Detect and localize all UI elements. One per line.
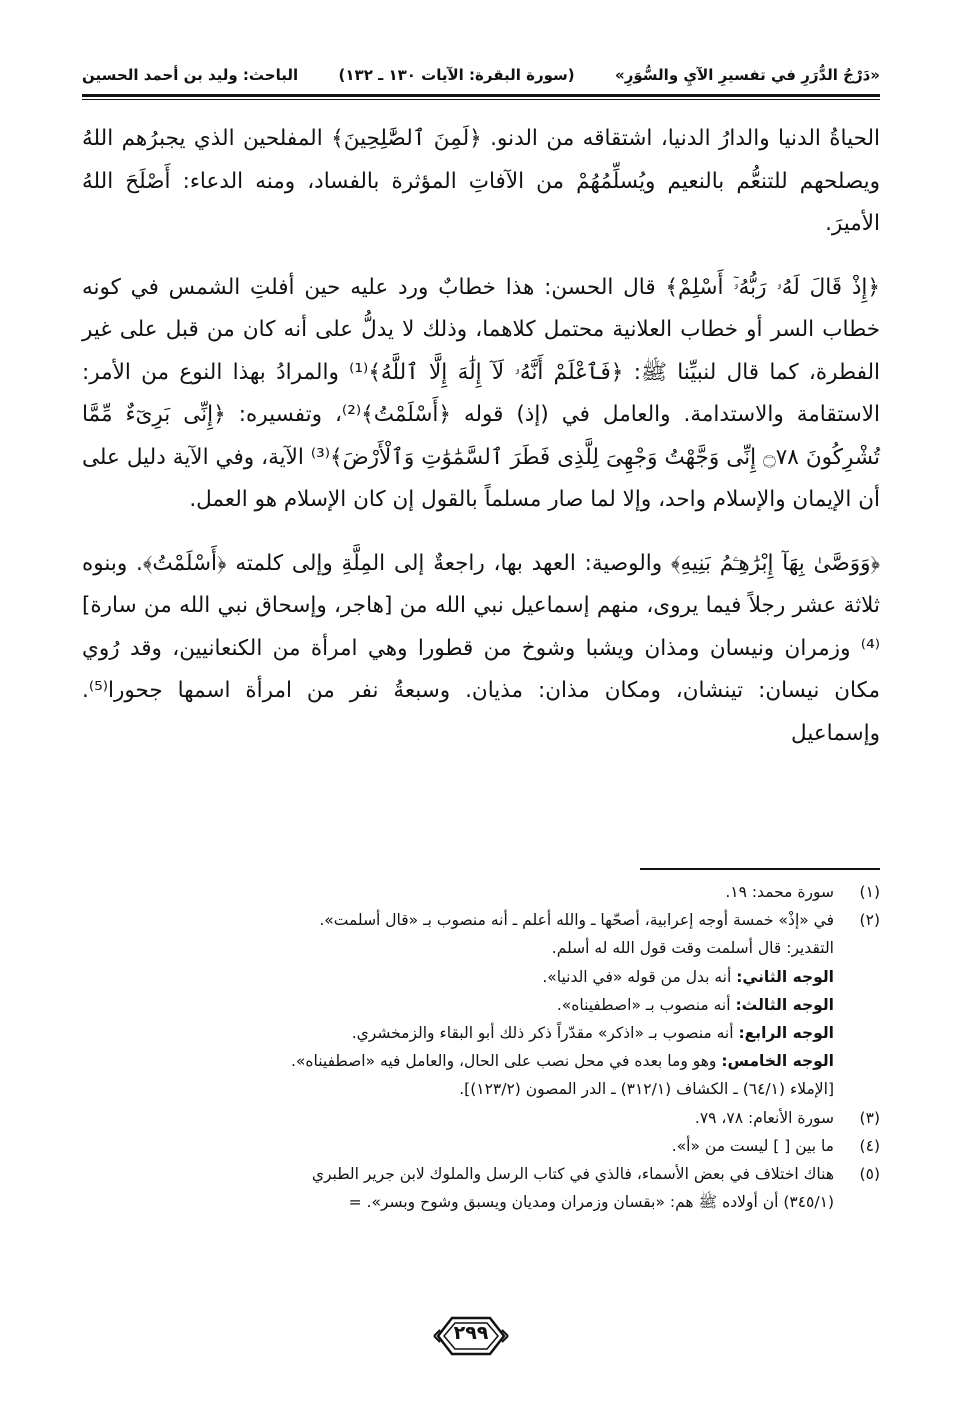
footnote-text (82, 1132, 834, 1160)
footnote-line (82, 991, 834, 1019)
footnote-text (82, 906, 834, 1103)
footnote-text (82, 878, 834, 906)
footnotes (82, 878, 880, 1216)
book-title: «دَرْجُ الدُّرَرِ في تفسيرِ الآيِ والسُّوَرِ» (615, 66, 880, 84)
footnote-line-text: في «إذْ» خمسة أوجه إعرابية، أصحّها ـ والله أعلم ـ أنه منصوب بـ «قال أسلمت». (319, 911, 834, 930)
paragraph-3: ﴿وَوَصَّىٰ بِهَآ إِبْرَٰهِـۧمُ بَنِيهِ﴾ والوصية: العهد بها، راجعةٌ إلى المِلَّةِ وإلى كلمته ﴿أَسْلَمْتُ﴾. وبنوه ثلاثة عشر رجلاً فيما يروى، منهم إسماعيل نبي الله من [هاجر، وإسحاق نبي الله من سارة]⁽⁴⁾ وزمران ونيسان ومذان ويشبا وشوخ من قطورا وهي امرأة من الكنعانيين، وقد رُوي مكان نيسان: تينشان، ومكان مذان: مذيان. وسبعةُ نفر من امرأة اسمها جحورا⁽⁵⁾. وإسماعيل (82, 550, 880, 746)
footnote-line-text: وهو وما بعده في محل نصب على الحال، والعامل فيه «اصطفيناه». (290, 1052, 722, 1071)
footnote-line (82, 1104, 834, 1132)
researcher-name: الباحث: وليد بن أحمد الحسين (82, 66, 299, 84)
header-rule-thin (82, 99, 880, 100)
footnote-line-text: أنه منصوب بـ «اذكر» مقدّراً ذكر ذلك أبو البقاء والزمخشري. (351, 1024, 739, 1043)
footnote-number: (٣) (859, 1108, 880, 1127)
page-number-ornament (432, 1312, 510, 1360)
footnote-line-text: ما بين [ ] ليست من «أ». (671, 1136, 834, 1155)
footnote-number: (٢) (859, 911, 880, 930)
paragraph-2: ﴿إِذْ قَالَ لَهُۥ رَبُّهُۥٓ أَسْلِمْ﴾ قال الحسن: هذا خطابٌ ورد عليه حين أفلتِ الشمس في كونه خطاب السر أو خطاب العلانية محتمل كلاهما، وذلك لا يدلُّ على أنه كان من قبل على غير الفطرة، كما قال لنبيِّنا ﷺ: ﴿فَٱعْلَمْ أَنَّهُۥ لَآ إِلَٰهَ إِلَّا ٱللَّهُ﴾⁽¹⁾ والمرادُ بهذا النوع من الأمر: الاستقامة والاستدامة. والعامل في (إذ) قوله ﴿أَسْلَمْتُ﴾⁽²⁾، وتفسيره: ﴿إِنِّى بَرِىٓءٌ مِّمَّا تُشْرِكُونَ ۝٧٨ إِنِّى وَجَّهْتُ وَجْهِىَ لِلَّذِى فَطَرَ ٱلسَّمَٰوَٰتِ وَٱلْأَرْضَ﴾⁽³⁾ الآية، وفي الآية دليل على أن الإيمان والإسلام واحد، وإلا لما صار مسلماً بالقول إن كان الإسلام هو العمل. (82, 274, 881, 512)
footnote-line-text: أنه منصوب بـ «اصطفيناه». (556, 995, 736, 1014)
footnote-item (82, 878, 880, 906)
footnote-number: (٤) (859, 1136, 880, 1155)
footnote-line (82, 934, 834, 962)
footnote-line-lead: الوجه الرابع: (738, 1024, 834, 1043)
page-number: ٢٩٩ (453, 1322, 489, 1344)
footnote-line-lead: الوجه الثاني: (736, 967, 834, 986)
footnote-text (82, 1160, 834, 1216)
footnote-line (82, 1132, 834, 1160)
footnote-item (82, 906, 880, 1103)
footnote-line (82, 906, 834, 934)
footnote-line (82, 1075, 834, 1103)
footnote-line (82, 1188, 834, 1216)
running-header (82, 58, 880, 92)
footnote-line (82, 1160, 834, 1188)
footnote-line (82, 1019, 834, 1047)
main-text (82, 118, 880, 755)
footnote-text (82, 1104, 834, 1132)
footnote-line-text: أنه بدل من قوله «في الدنيا». (542, 967, 737, 986)
footnote-line-text: (٣٤٥/١) أن أولاده ﷺ هم: «بقسان وزمران ومديان ويسبق وشوح وبسر». = (348, 1193, 834, 1212)
footnote-number: (٥) (859, 1165, 880, 1184)
paragraph-1: الحياةُ الدنيا والدارُ الدنيا، اشتقاقه من الدنو. ﴿لَمِنَ ٱلصَّٰلِحِينَ﴾ المفلحين الذي يجبرُهم اللهُ ويصلحهم للتنعُّم بالنعيم ويُسلِّمُهُمْ من الآفاتِ المؤثرة بالفساد، ومنه الدعاء: أَصْلَحَ اللهُ الأميرَ. (82, 126, 880, 236)
footnote-number: (١) (859, 883, 880, 901)
footnote-item (82, 1160, 880, 1216)
footnote-line (82, 878, 834, 906)
footnote-line-text: التقدير: قال أسلمت وقت قول الله له أسلم. (551, 939, 834, 958)
footnote-separator (640, 868, 880, 870)
footnote-line-lead: الوجه الخامس: (721, 1052, 834, 1071)
footnote-line-text: سورة الأنعام: ٧٨، ٧٩. (694, 1108, 834, 1127)
footnote-item (82, 1132, 880, 1160)
surah-range: (سورة البقرة: الآيات ١٣٠ ـ ١٣٢) (338, 66, 575, 84)
footnote-line (82, 1047, 834, 1075)
footnote-line (82, 963, 834, 991)
footnote-line-text: هناك اختلاف في بعض الأسماء، فالذي في كتاب الرسل والملوك لابن جرير الطبري (311, 1165, 834, 1184)
footnote-line-text: [الإملاء (٦٤/١) ـ الكشاف (٣١٢/١) ـ الدر المصون (١٢٣/٢)]. (459, 1080, 834, 1099)
footnote-line-text: سورة محمد: ١٩. (725, 883, 834, 901)
footnote-item (82, 1104, 880, 1132)
footnote-line-lead: الوجه الثالث: (735, 995, 834, 1014)
header-rule-thick (82, 94, 880, 97)
